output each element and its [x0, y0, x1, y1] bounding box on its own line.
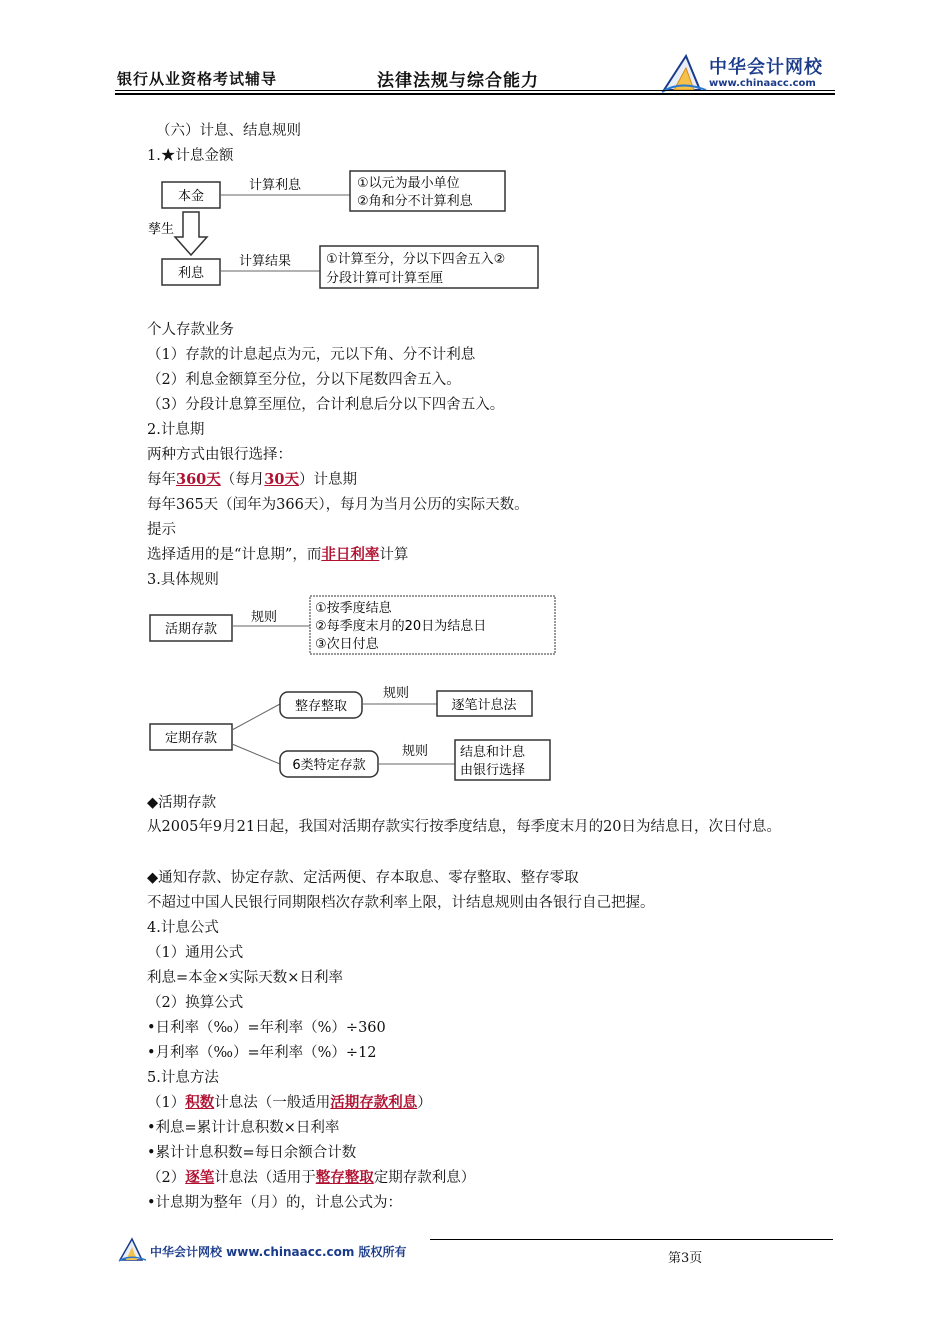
text-fragment: （1）: [147, 1095, 186, 1111]
subheading-method: 5.计息方法: [147, 1070, 219, 1086]
period-360-line: [147, 470, 357, 490]
demand-rule-2: ②每季度末月的20日为结息日: [315, 619, 487, 634]
product-formula-1: •利息=累计计息积数×日利率: [147, 1120, 340, 1136]
emphasis-360-days: 360天: [176, 471, 221, 488]
demand-deposit-paragraph: 从2005年9月21日起，我国对活期存款实行按季度结息，每季度末月的20日为结息日，次日付息。: [147, 819, 782, 835]
text-fragment: 计算: [379, 547, 409, 563]
text-fragment: ）: [417, 1095, 432, 1111]
section-heading: （六）计息、结息规则: [156, 123, 301, 139]
breed-label: 孳生: [148, 222, 175, 237]
period-365-line: 每年365天（闰年为366天），每月为当月公历的实际天数。: [147, 497, 529, 513]
emphasis-lump-sum: 整存整取: [315, 1169, 374, 1186]
tip-text: [147, 545, 408, 565]
other-deposits-text: 不超过中国人民银行同期限档次存款利率上限，计结息规则由各银行自己把握。: [147, 895, 655, 911]
text-fragment: 定期存款利息）: [373, 1170, 476, 1186]
bank-choice-line2: 由银行选择: [460, 763, 526, 778]
header-left-label: 银行从业资格考试辅导: [117, 70, 278, 88]
emphasis-30-days: 30天: [264, 471, 299, 488]
whole-year-formula-intro: •计息期为整年（月）的，计息公式为：: [147, 1195, 403, 1211]
header-divider: [115, 90, 835, 91]
general-formula: 利息=本金×实际天数×日利率: [147, 970, 343, 986]
demand-deposit-heading: ◆活期存款: [147, 795, 217, 811]
branch-line: [232, 744, 280, 764]
box2-line1: ①计算至分，分以下四舍五入②: [326, 252, 506, 267]
diagram-interest-amount: [145, 165, 545, 295]
down-arrow-icon: [175, 212, 207, 255]
text-fragment: （每月: [220, 472, 265, 488]
lump-sum-label: 整存整取: [294, 699, 348, 714]
emphasis-demand-interest: 活期存款利息: [330, 1094, 418, 1111]
text-fragment: （2）: [147, 1170, 186, 1186]
footer-divider: [430, 1239, 833, 1240]
rule-label: 规则: [251, 610, 278, 625]
box2-line2: 分段计算可计算至厘: [326, 271, 444, 286]
box1-line2: ②角和分不计算利息: [357, 194, 473, 209]
text-fragment: 选择适用的是“计息期”，而: [147, 547, 322, 563]
rule-item-3: （3）分段计息算至厘位，合计利息后分以下四舍五入。: [147, 397, 505, 413]
bank-choice-line1: 结息和计息: [460, 745, 526, 760]
rule-item-2: （2）利息金额算至分位，分以下尾数四舍五入。: [147, 372, 461, 388]
subheading-interest-period: 2.计息期: [147, 422, 205, 438]
item-by-item-line: [147, 1168, 475, 1188]
calc-result-label: 计算结果: [239, 254, 292, 269]
daily-rate-formula: •日利率（‰）=年利率（%）÷360: [147, 1020, 386, 1036]
six-special-label: 6类特定存款: [292, 758, 366, 773]
emphasis-item-by-item: 逐笔: [185, 1169, 215, 1186]
demand-rule-1: ①按季度结息: [315, 601, 392, 616]
demand-rule-3: ③次日付息: [315, 637, 379, 652]
page-number: 第3页: [668, 1251, 703, 1266]
logo-name: 中华会计网校: [709, 57, 823, 78]
product-method-line: [147, 1093, 432, 1113]
diagram-fixed-deposit: [145, 680, 565, 785]
text-fragment: 每年: [147, 472, 176, 488]
text-fragment: 计息法（适用于: [214, 1170, 316, 1186]
method-label: 逐笔计息法: [451, 698, 517, 713]
interest-label: 利息: [177, 266, 205, 281]
diagram-demand-deposit: [145, 592, 565, 662]
conversion-formula-label: （2）换算公式: [147, 995, 244, 1011]
two-methods-text: 两种方式由银行选择：: [147, 447, 292, 463]
personal-deposit-heading: 个人存款业务: [147, 322, 234, 338]
principal-label: 本金: [177, 189, 205, 204]
demand-deposit-label: 活期存款: [164, 622, 218, 637]
product-formula-2: •累计计息积数=每日余额合计数: [147, 1145, 357, 1161]
calc-interest-label: 计算利息: [249, 178, 302, 193]
text-fragment: 计息法（一般适用: [214, 1095, 331, 1111]
emphasis-non-daily-rate: 非日利率: [321, 546, 380, 563]
tip-label: 提示: [147, 522, 176, 538]
subheading-formula: 4.计息公式: [147, 920, 219, 936]
footer-copyright: 中华会计网校 www.chinaacc.com 版权所有: [150, 1245, 407, 1259]
branch-line: [232, 704, 280, 730]
other-deposits-heading: ◆通知存款、协定存款、定活两便、存本取息、零存整取、整存零取: [147, 870, 579, 886]
general-formula-label: （1）通用公式: [147, 945, 244, 961]
subheading-specific-rules: 3.具体规则: [147, 572, 219, 588]
footer-logo-icon: [118, 1236, 148, 1262]
box1-line1: ①以元为最小单位: [357, 176, 460, 191]
rule-label-1: 规则: [383, 686, 410, 701]
text-fragment: ）计息期: [298, 472, 357, 488]
rule-item-1: （1）存款的计息起点为元，元以下角、分不计利息: [147, 347, 476, 363]
fixed-deposit-label: 定期存款: [164, 731, 218, 746]
rule-label-2: 规则: [402, 744, 429, 759]
header-divider-thick: [115, 93, 835, 95]
monthly-rate-formula: •月利率（‰）=年利率（%）÷12: [147, 1045, 377, 1061]
header-title: 法律法规与综合能力: [377, 71, 539, 91]
subheading-interest-amount: 1.★计息金额: [147, 148, 234, 164]
logo-url: www.chinaacc.com: [709, 78, 816, 89]
emphasis-product: 积数: [185, 1094, 215, 1111]
